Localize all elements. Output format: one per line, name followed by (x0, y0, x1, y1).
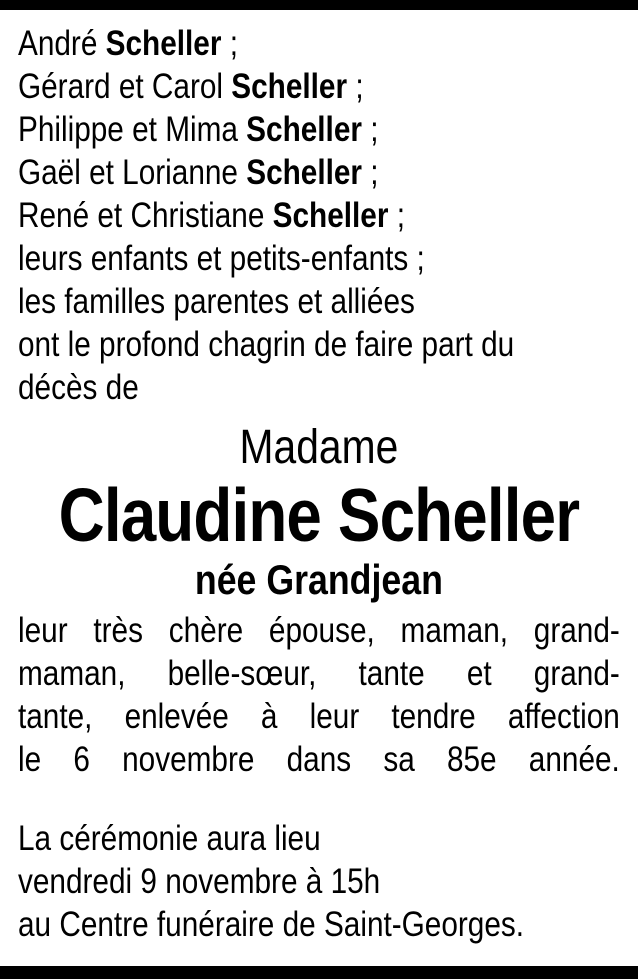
relations-line: ont le profond chagrin de faire part du (18, 325, 515, 364)
family-line-prefix: Gérard et Carol (18, 67, 232, 106)
relations-block (18, 237, 620, 409)
relations-line: les familles parentes et alliées (18, 282, 415, 321)
family-line (18, 22, 620, 65)
family-line-suffix: ; (347, 67, 364, 106)
family-names-block (18, 22, 620, 237)
maiden-name: née Grandjean (194, 556, 443, 603)
family-line-suffix: ; (362, 153, 379, 192)
relations-line: leurs enfants et petits-enfants ; (18, 239, 425, 278)
ceremony-line: La cérémonie aura lieu (18, 819, 321, 858)
relations-line: décès de (18, 368, 139, 407)
family-line-prefix: Gaël et Lorianne (18, 153, 247, 192)
family-line (18, 194, 620, 237)
family-surname: Scheller (246, 153, 363, 192)
family-line (18, 151, 620, 194)
family-surname: Scheller (105, 24, 222, 63)
tribute-line: le 6 novembre dans sa 85e année. (18, 740, 620, 779)
family-surname: Scheller (231, 67, 348, 106)
notice-content (18, 10, 620, 946)
family-line-suffix: ; (221, 24, 238, 63)
bottom-border-rule (0, 966, 638, 979)
ceremony-line: au Centre funéraire de Saint-Georges. (18, 905, 525, 944)
family-line-suffix: ; (361, 110, 379, 149)
family-line-prefix: André (18, 24, 106, 63)
ceremony-block (18, 817, 620, 946)
tribute-paragraph (18, 609, 620, 781)
notice-text-column (18, 10, 620, 946)
tribute-line: leur très chère épouse, maman, grand- (18, 611, 620, 650)
tribute-line: maman, belle-sœur, tante et grand- (18, 654, 620, 693)
family-line (18, 108, 620, 151)
ceremony-line: vendredi 9 novembre à 15h (18, 862, 381, 901)
family-surname: Scheller (272, 196, 389, 235)
family-line (18, 65, 620, 108)
family-line-suffix: ; (388, 196, 405, 235)
family-line-prefix: René et Christiane (18, 196, 273, 235)
deceased-name: Claudine Scheller (58, 473, 580, 557)
tribute-line: tante, enlevée à leur tendre affection (18, 697, 620, 736)
family-line-prefix: Philippe et Mima (18, 110, 247, 149)
top-border-rule (0, 0, 638, 10)
civility-title: Madame (239, 421, 399, 474)
family-surname: Scheller (246, 110, 362, 149)
